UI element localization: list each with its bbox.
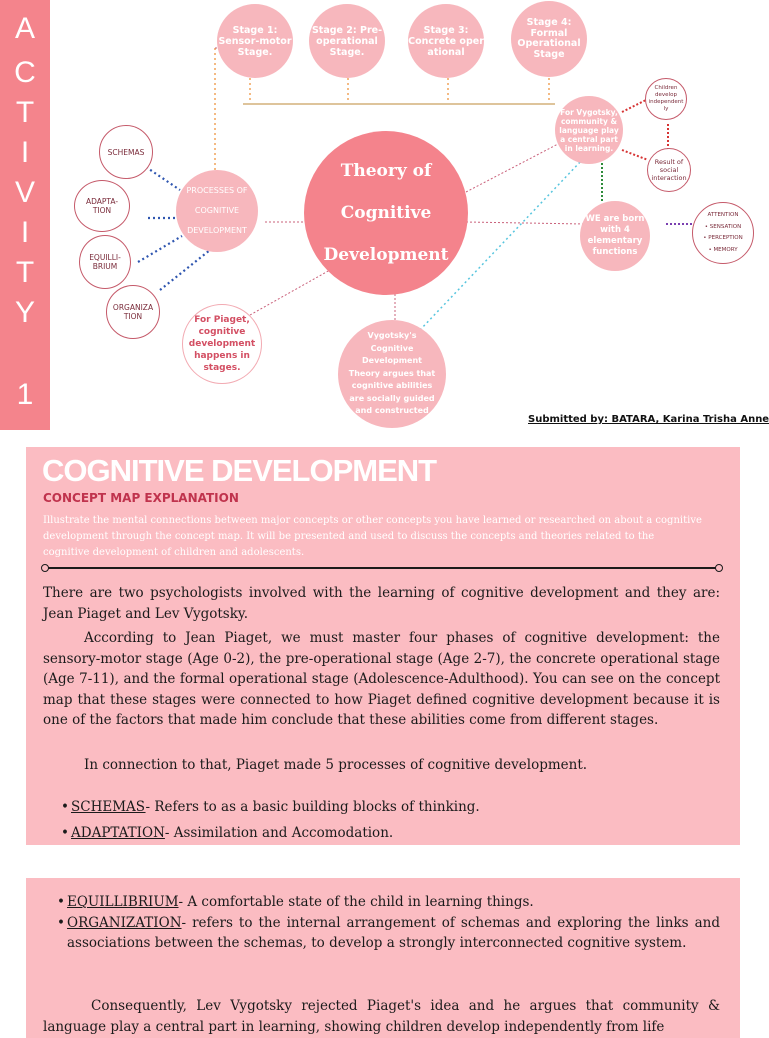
- result-node: Result of social interaction: [647, 148, 691, 192]
- connector-center-community: [466, 144, 558, 192]
- theory-center-node: Theory of Cognitive Development: [304, 131, 468, 295]
- equillibrium-node: EQUILLI- BRIUM: [79, 235, 131, 289]
- divider-line: [44, 567, 720, 569]
- explanation-panel: [26, 447, 740, 845]
- paragraph: There are two psychologists involved with the learning of cognitive development and they are: Jean Piaget and Lev Vygotsky.: [43, 585, 720, 622]
- vygotsky-theory-node: Vygotsky's Cognitive Development Theory argues that cognitive abilities are socially guided and constructed: [338, 320, 446, 428]
- stage3-node: Stage 3: Concrete oper ational: [408, 4, 484, 78]
- list-item: • ORGANIZATION- refers to the internal arrangement of schemas and exploring the links and associations between the schemas, to develop a strongly interconnected cognitive system.: [43, 913, 720, 954]
- banner-letter: I: [20, 216, 30, 249]
- banner-letter: Y: [14, 296, 35, 329]
- process-list: [43, 892, 720, 954]
- process-list: [43, 797, 720, 848]
- paragraph: According to Jean Piaget, we must master four phases of cognitive development: the sensory-motor stage (Age 0-2), the pre-operational stage (Age 2-7), the concrete operational stage (Age 7-11), and the formal operational stage (Adolescence-Adulthood). You can see on the concept map that these stages were connected to how Piaget defined cognitive development because it is one of the factors that made him conclude that these abilities come from different stages.: [43, 630, 720, 728]
- panel-subtitle: CONCEPT MAP EXPLANATION: [43, 491, 239, 505]
- explanation-panel-continued: [26, 878, 740, 1038]
- children-node: Children develop independent ly: [645, 78, 687, 120]
- elementary-functions-node: WE are born with 4 elementary functions: [580, 201, 650, 271]
- connector-piaget-center: [250, 270, 330, 315]
- concept-map: [50, 0, 768, 432]
- connector-center-elementary: [466, 222, 584, 224]
- functions-node: ATTENTION • SENSATION • PERCEPTION • MEMORY: [692, 202, 754, 264]
- banner-letter: 1: [16, 378, 34, 411]
- banner-letter: T: [15, 256, 35, 289]
- banner-letter: C: [14, 56, 36, 89]
- banner-letter: V: [14, 176, 35, 209]
- stage2-node: Stage 2: Pre- operational Stage.: [309, 4, 385, 78]
- stage4-node: Stage 4: Formal Operational Stage: [511, 1, 587, 77]
- function-item: • SENSATION: [704, 223, 742, 230]
- paragraph: In connection to that, Piaget made 5 processes of cognitive development.: [84, 757, 588, 773]
- banner-letter: T: [15, 96, 35, 129]
- banner-letter: I: [20, 136, 30, 169]
- function-item: • PERCEPTION: [703, 235, 743, 241]
- connector-community-result: [622, 150, 648, 160]
- function-item: • MEMORY: [708, 246, 738, 253]
- list-item: • EQUILLIBRIUM- A comfortable state of the child in learning things.: [43, 892, 720, 913]
- stage1-node: Stage 1: Sensor-motor Stage.: [217, 4, 293, 78]
- connector-organization: [160, 250, 210, 290]
- panel-title: COGNITIVE DEVELOPMENT: [42, 453, 437, 488]
- organization-node: ORGANIZA TION: [106, 285, 160, 339]
- list-item: • SCHEMAS- Refers to as a basic building blocks of thinking.: [43, 797, 720, 818]
- piaget-note-node: For Piaget, cognitive development happens in stages.: [182, 304, 262, 384]
- activity-banner: [0, 0, 50, 430]
- paragraph: Consequently, Lev Vygotsky rejected Piaget's idea and he argues that community & language play a central part in learning, showing children develop independently from life: [43, 998, 720, 1035]
- vygotsky-community-node: For Vygotsky, community & language play a central part in learning.: [555, 96, 623, 164]
- adaptation-node: ADAPTA- TION: [74, 180, 130, 232]
- processes-node: PROCESSES OF COGNITIVE DEVELOPMENT: [176, 170, 258, 252]
- instructions: Illustrate the mental connections between major concepts or other concepts you have learned or researched on about a cognitive development through the concept map. It will be presented and used to discuss the concepts and theories related to the cognitive development of children and adolescents.: [43, 515, 702, 558]
- connector-schemas: [146, 167, 180, 190]
- banner-letter: A: [14, 12, 35, 45]
- connector-community-children: [622, 100, 646, 112]
- list-item: • ADAPTATION- Assimilation and Accomodation.: [43, 823, 720, 844]
- connector-equillibrium: [138, 236, 182, 262]
- schemas-node: SCHEMAS: [99, 125, 153, 179]
- submitted-by: Submitted by: BATARA, Karina Trisha Anne: [528, 414, 769, 425]
